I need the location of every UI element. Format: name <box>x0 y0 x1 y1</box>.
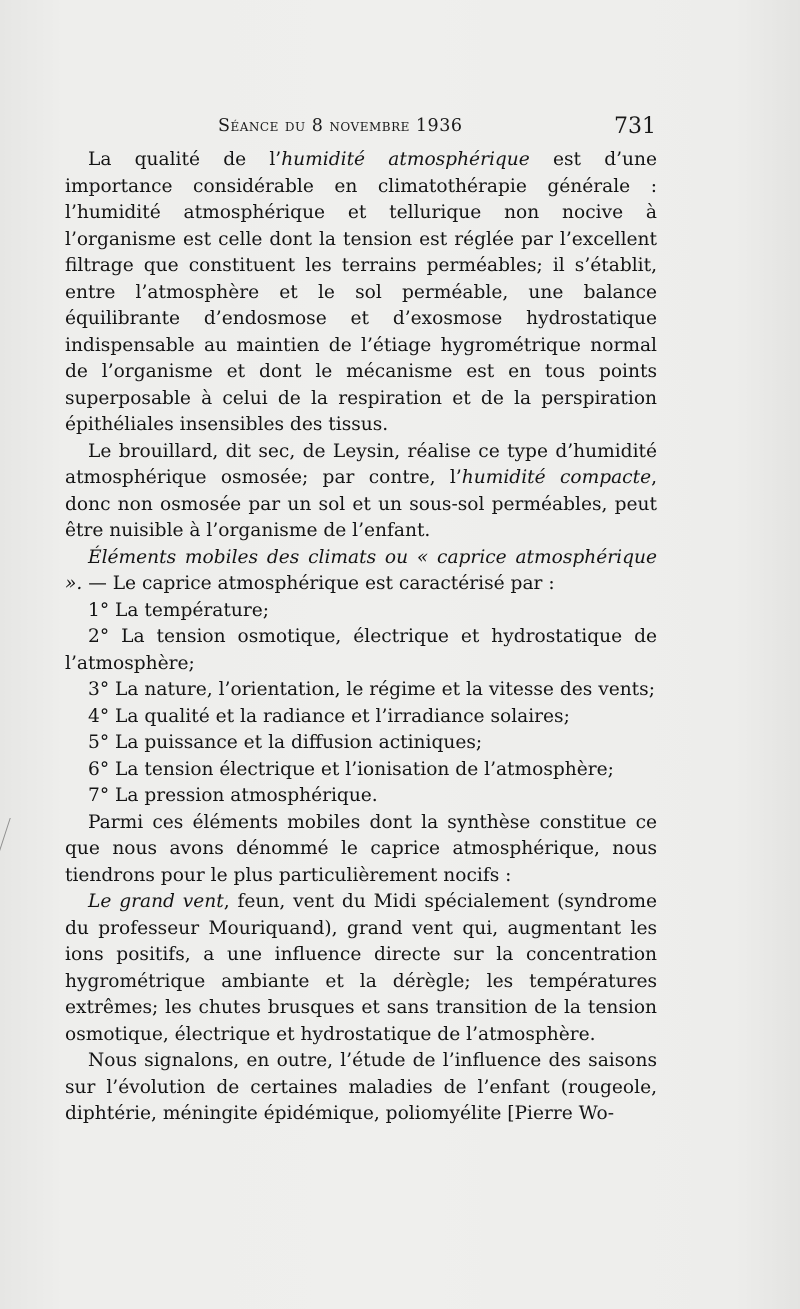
body-text <box>65 147 657 1128</box>
list-item: 1° La température; <box>88 599 269 621</box>
paragraph-humidity: La qualité de l’humidité atmosphérique est d’une importance considérable en climatothérapie générale : l’humidité atmosphérique et tellurique non nocive à l’organisme est celle dont la tension est réglée par l’excellent filtrage que constituent les terrains perméables; il s’établit, entre l’atmosphère et le sol perméable, une balance équilibrante d’endosmose et d’exosmose hydrostatique indispensable au maintien de l’étiage hygrométrique normal de l’organisme et dont le mécanisme est en tous points superposable à celui de la respiration et de la perspiration épithéliales insensibles des tissus. <box>65 149 657 435</box>
paragraph-seasons: Nous signalons, en outre, l’étude de l’influence des saisons sur l’évolution de certaines maladies de l’enfant (rougeole, diphtérie, méningite épidémique, poliomyélite [Pierre Wo- <box>65 1050 657 1124</box>
list-item: 5° La puissance et la diffusion actiniques; <box>88 732 483 753</box>
page-number: 731 <box>614 114 656 139</box>
list-item: 6° La tension électrique et l’ionisation de l’atmosphère; <box>88 758 614 780</box>
paragraph-mobile-elements: Éléments mobiles des climats ou « caprice atmosphérique ». — Le caprice atmosphérique est caractérisé par : <box>65 546 657 594</box>
margin-pencil-mark <box>0 818 33 878</box>
paragraph-wind: Le grand vent, feun, vent du Midi spécialement (syndrome du professeur Mouriquand), grand vent qui, augmentant les ions positifs, a une influence directe sur la concentration hygrométrique ambiante et la dérègle; les températures extrêmes; les chutes brusques et sans transition de la tension osmotique, électrique et hydrostatique de l’atmosphère. <box>65 891 657 1045</box>
section-heading: Éléments mobiles des climats ou « caprice atmosphérique ». <box>65 546 657 594</box>
paragraph-fog: Le brouillard, dit sec, de Leysin, réalise ce type d’humidité atmosphérique osmosée; par contre, l’humidité compacte, donc non osmosée par un sol et un sous-sol perméables, peut être nuisible à l’organisme de l’enfant. <box>65 440 657 541</box>
list-item: 2° La tension osmotique, électrique et hydrostatique de l’atmosphère; <box>65 626 657 674</box>
list-item: 4° La qualité et la radiance et l’irradiance solaires; <box>88 705 570 727</box>
running-title: Séance du 8 novembre 1936 <box>218 116 463 136</box>
emphasis-term: humidité compacte <box>461 467 652 488</box>
list-item: 7° La pression atmosphérique. <box>88 785 378 806</box>
list-item: 3° La nature, l’orientation, le régime et la vitesse des vents; <box>88 679 655 700</box>
running-header <box>218 114 658 144</box>
paragraph-synthesis: Parmi ces éléments mobiles dont la synthèse constitue ce que nous avons dénommé le caprice atmosphérique, nous tiendrons pour le plus particulièrement nocifs : <box>65 811 657 886</box>
emphasis-term: humidité atmosphérique <box>281 149 530 170</box>
emphasis-term: Le grand vent <box>88 891 224 912</box>
